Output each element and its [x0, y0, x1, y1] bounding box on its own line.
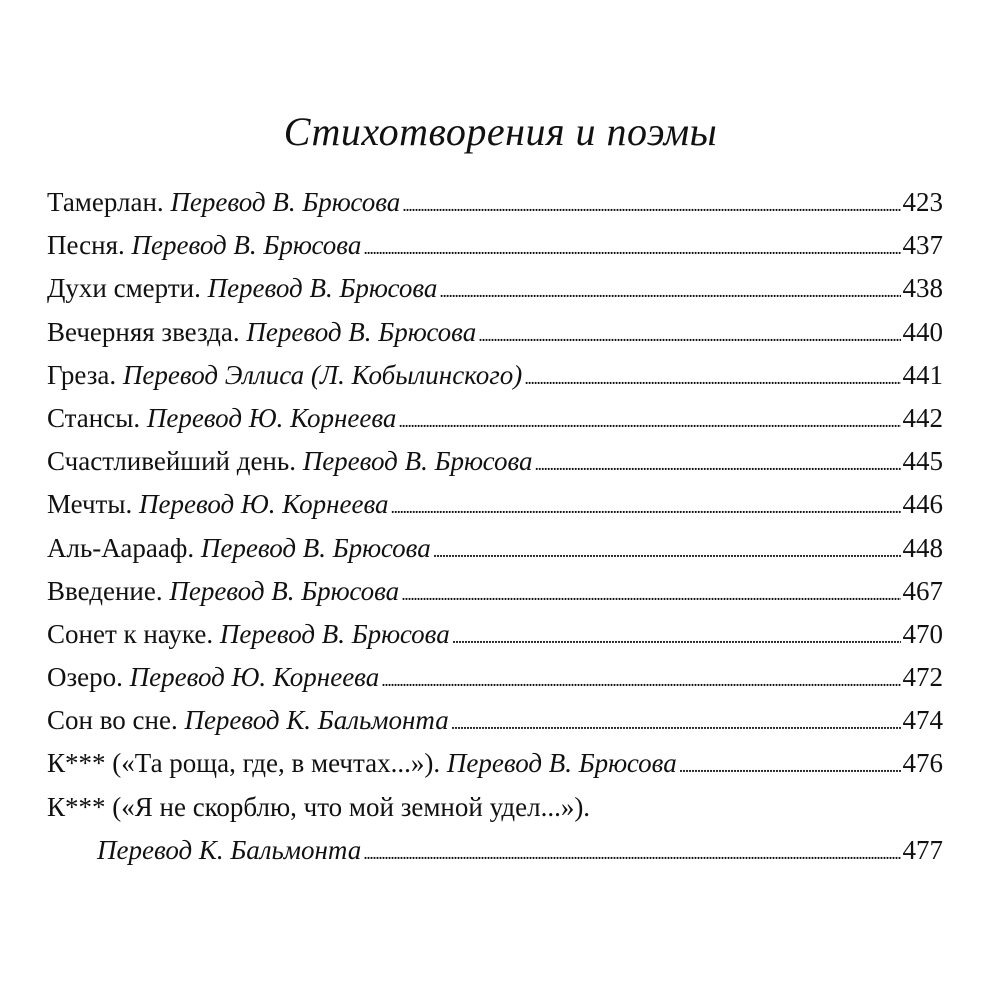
entry-translator: Перевод В. Брюсова [219, 618, 450, 649]
entry-translator: Перевод В. Брюсова [302, 446, 533, 477]
dot-leader [535, 440, 901, 486]
toc-entry [47, 440, 943, 483]
dot-leader [398, 397, 900, 443]
entry-title: Озеро. [47, 662, 123, 693]
toc-entry [47, 354, 943, 397]
entry-page: 477 [902, 834, 943, 865]
entry-title: Вечерняя звезда. [47, 316, 240, 347]
entry-page: 442 [902, 402, 943, 433]
entry-translator: Перевод Эллиса (Л. Кобылинского) [122, 359, 523, 390]
entry-translator: Перевод В. Брюсова [246, 316, 477, 347]
toc-entry [47, 613, 943, 656]
entry-title: Счастливейший день. [47, 446, 296, 477]
toc-entry [47, 267, 943, 310]
section-title: Стихотворения и поэмы [283, 109, 718, 154]
dot-leader [363, 224, 900, 270]
entry-translator: Перевод В. Брюсова [200, 532, 431, 563]
entry-title: Стансы. [47, 402, 141, 433]
entry-title: К*** («Та роща, где, в мечтах...»). [47, 748, 441, 779]
entry-translator: Перевод К. Бальмонта [97, 834, 362, 865]
toc-entry [47, 699, 943, 742]
toc-entry [47, 181, 943, 224]
dot-leader [391, 483, 901, 529]
entry-page: 441 [902, 359, 943, 390]
dot-leader [402, 181, 900, 227]
entry-translator: Перевод В. Брюсова [446, 748, 677, 779]
dot-leader [451, 699, 901, 745]
entry-title: Греза. [47, 359, 117, 390]
entry-translator: Перевод Ю. Корнеева [138, 489, 389, 520]
entry-translator: Перевод Ю. Корнеева [146, 402, 397, 433]
dot-leader [381, 656, 900, 702]
entry-page: 445 [902, 446, 943, 477]
entry-translator: Перевод Ю. Корнеева [129, 662, 380, 693]
entry-translator: Перевод В. Брюсова [170, 187, 401, 217]
entry-page: 448 [902, 532, 943, 563]
entry-title: К*** («Я не скорблю, что мой земной удел...»). [47, 791, 591, 822]
toc-entry [47, 311, 943, 354]
entry-title: Аль-Аарааф. [47, 532, 195, 563]
entry-title: Сон во сне. [47, 705, 178, 736]
toc-entry [47, 570, 943, 613]
entry-page: 472 [902, 662, 943, 693]
toc-entry [47, 483, 943, 526]
toc-entry [47, 742, 943, 785]
dot-leader [433, 527, 901, 573]
dot-leader [363, 829, 900, 875]
entry-page: 440 [902, 316, 943, 347]
entry-title: Введение. [47, 575, 163, 606]
toc-entry [47, 527, 943, 570]
entry-title: Тамерлан. [47, 187, 164, 217]
entry-page: 438 [902, 273, 943, 304]
dot-leader [679, 742, 901, 788]
entry-title: Духи смерти. [47, 273, 201, 304]
dot-leader [524, 354, 900, 400]
dot-leader [478, 311, 900, 357]
entry-page: 437 [902, 230, 943, 261]
dot-leader [401, 570, 900, 616]
entry-page: 423 [902, 187, 943, 217]
dot-leader [452, 613, 901, 659]
entry-page: 467 [902, 575, 943, 606]
entry-title: Сонет к науке. [47, 618, 214, 649]
toc-entry-continuation [47, 829, 943, 872]
entry-page: 476 [902, 748, 943, 779]
entry-translator: Перевод К. Бальмонта [184, 705, 449, 736]
dot-leader [439, 267, 900, 313]
table-of-contents [47, 181, 943, 872]
toc-entry [47, 397, 943, 440]
toc-entry [47, 656, 943, 699]
entry-title: Мечты. [47, 489, 133, 520]
toc-entry [47, 224, 943, 267]
entry-translator: Перевод В. Брюсова [131, 230, 362, 261]
toc-entry [47, 786, 943, 829]
entry-translator: Перевод В. Брюсова [169, 575, 400, 606]
entry-translator: Перевод В. Брюсова [207, 273, 438, 304]
entry-title: Песня. [47, 230, 125, 261]
entry-page: 446 [902, 489, 943, 520]
entry-page: 470 [902, 618, 943, 649]
entry-page: 474 [902, 705, 943, 736]
